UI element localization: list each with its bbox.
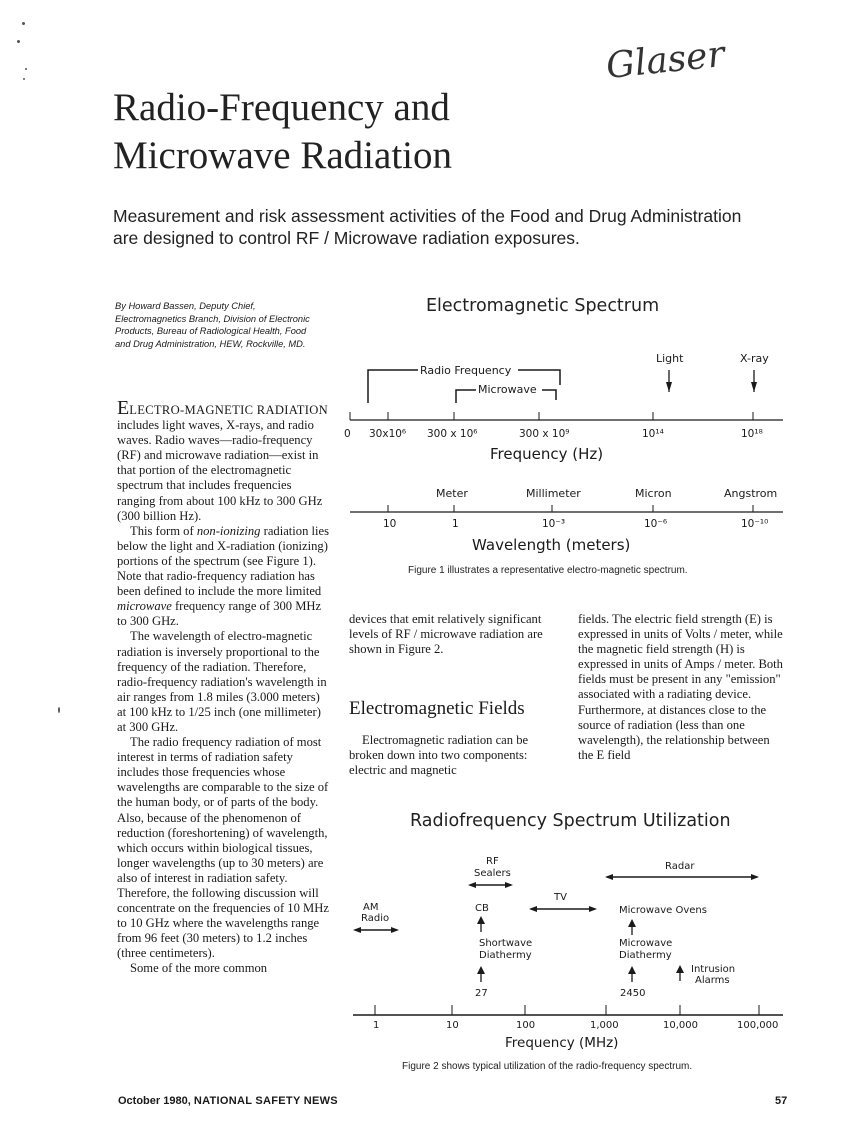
body-column-2-bottom: Electromagnetic radiation can be broken down into two components: electric and magnetic: [349, 733, 529, 778]
article-subtitle: Measurement and risk assessment activities of the Food and Drug Administration are designed to control RF / Microwave radiation exposures.: [113, 206, 742, 248]
mhz-tick-label: 10: [446, 1020, 459, 1031]
footer-dateline: [118, 1095, 338, 1107]
drop-cap: E: [117, 397, 130, 419]
scan-speck: [22, 22, 25, 25]
alarms-label: Alarms: [695, 975, 730, 986]
body-column-2-top: devices that emit relatively significant levels of RF / microwave radiation are shown in Figure 2.: [349, 612, 543, 657]
wavelength-category: Meter: [436, 487, 468, 500]
radio-frequency-label: Radio Frequency: [420, 364, 512, 377]
mhz-tick-label: 1: [373, 1020, 380, 1031]
handwritten-signature: Glaser: [604, 33, 727, 88]
scan-speck: [25, 68, 27, 70]
mhz-axis-label: Frequency (MHz): [505, 1035, 619, 1051]
wavelength-axis-ticks: [388, 505, 753, 512]
page-number: 57: [775, 1095, 788, 1107]
wavelength-axis-label: Wavelength (meters): [472, 536, 631, 554]
wavelength-tick-label: 10⁻³: [542, 518, 566, 530]
figure1-caption: Figure 1 illustrates a representative electro-magnetic spectrum.: [408, 565, 688, 576]
frequency-tick-label: 10¹⁴: [642, 428, 664, 440]
microwave-bracket-right: [542, 390, 556, 400]
frequency-tick-label: 300 x 10⁹: [519, 428, 570, 440]
frequency-tick-label: 30x10⁶: [369, 428, 407, 440]
byline: [115, 300, 315, 350]
wavelength-tick-label: 10⁻⁶: [644, 518, 668, 530]
mhz-tick-label: 100: [516, 1020, 536, 1031]
radio-frequency-bracket-left: [368, 370, 418, 403]
cb-label: CB: [475, 903, 489, 914]
scan-speck: [58, 707, 60, 713]
byline-affiliation: Deputy Chief, Electromagnetics Branch, Division of Electronic Products, Bureau of Radiological Health, Food and Drug Administration, HEW, Rockville, MD.: [115, 301, 310, 349]
frequency-tick-label: 300 x 10⁶: [427, 428, 478, 440]
mw-diathermy-label: Diathermy: [619, 950, 672, 961]
wavelength-tick-label: 10: [383, 518, 397, 530]
frequency-axis-ticks: [350, 412, 753, 420]
mhz-tick-label: 100,000: [737, 1020, 779, 1031]
microwave-label: Microwave: [478, 383, 537, 396]
label-2450: 2450: [620, 988, 646, 999]
radio-label: Radio: [361, 913, 390, 924]
microwave-bracket-left: [456, 390, 476, 403]
paragraph: The radio frequency radiation of most interest in terms of radiation safety includes those frequencies whose wavelengths are comparable to the size of the human body, or of parts of the body. Also, because of the phenomenon of reduction (foreshortening) of wavelength, which occurs within biological tissues, longer wavelengths (up to 30 meters) are also of interest in radiation safety. Therefore, the following discussion will concentrate on the frequencies of 10 MHz to 10 GHz where the wavelengths range from 96 feet (30 meters) to 1.2 inches (three centimeters).: [117, 735, 329, 961]
paragraph-text: radiation lies below the light and X-radiation (ionizing) portions of the spectrum (see Figure 1). Note that radio-frequency radiation has been defined to include the more limited: [117, 523, 330, 599]
mhz-tick-label: 1,000: [590, 1020, 619, 1031]
shortwave-label: Shortwave: [479, 938, 533, 949]
byline-prefix: By: [115, 301, 126, 311]
title-line-2: Microwave Radiation: [113, 134, 452, 177]
byline-author: Howard Bassen,: [128, 301, 197, 311]
rf-label: RF: [486, 856, 499, 867]
wavelength-category: Millimeter: [526, 487, 581, 500]
paragraph-text: frequency range of 300 MHz to 300 GHz.: [117, 599, 322, 629]
paragraph: [117, 524, 331, 630]
emphasis: microwave: [117, 599, 172, 614]
light-label: Light: [656, 352, 684, 365]
body-column-1: [117, 397, 331, 977]
radar-label: Radar: [665, 861, 695, 872]
frequency-axis-label: Frequency (Hz): [490, 445, 604, 463]
body-column-3: fields. The electric field strength (E) is expressed in units of Volts / meter, while the magnetic field strength (H) is expressed in units of Amps / meter. Both fields must be present in any "emission" associated with a radiating device. Furthermore, at distances close to the source of radiation (less than one wavelength), the relationship between the E field: [578, 612, 783, 762]
mhz-tick-label: 10,000: [663, 1020, 698, 1031]
paragraph: Some of the more common: [130, 961, 268, 976]
emphasis: non-ionizing: [196, 523, 261, 538]
footer-publication: NATIONAL SAFETY NEWS: [193, 1095, 338, 1107]
intrusion-label: Intrusion: [691, 964, 736, 975]
shortwave-arrow-head: [477, 966, 485, 974]
figure2-title: Radiofrequency Spectrum Utilization: [410, 811, 731, 831]
intrusion-arrow-head: [676, 965, 684, 973]
article-title: [113, 84, 452, 180]
ovens-arrow-head: [628, 919, 636, 927]
scan-speck: [23, 78, 25, 80]
figure1-spectrum-diagram: [338, 340, 798, 575]
frequency-tick-label: 10¹⁸: [741, 428, 763, 440]
light-arrow-head: [666, 382, 672, 392]
paragraph: The wavelength of electro-magnetic radiation is inversely proportional to the frequency of the radiation. Therefore, radio-frequency radiation's wavelength in air ranges from 1.8 miles (3.000 meters) at 100 kHz to 1/25 inch (one millimeter) at 300 GHz.: [117, 629, 327, 734]
mhz-axis-ticks: [375, 1005, 759, 1015]
xray-label: X-ray: [740, 352, 769, 365]
lead-in: LECTRO-MAGNETIC RADIATION: [129, 403, 329, 417]
mw-diathermy-arrow-head: [628, 966, 636, 974]
wavelength-tick-label: 10⁻¹⁰: [741, 518, 769, 530]
ovens-label: Microwave Ovens: [619, 905, 707, 916]
diathermy-label: Diathermy: [479, 950, 532, 961]
footer-date: October 1980,: [118, 1095, 191, 1107]
label-27: 27: [475, 988, 488, 999]
sealers-label: Sealers: [474, 868, 511, 879]
cb-arrow-head: [477, 916, 485, 924]
title-line-1: Radio-Frequency and: [113, 86, 450, 129]
tv-label: TV: [554, 892, 567, 903]
am-label: AM: [363, 902, 379, 913]
paragraph: [117, 397, 331, 524]
wavelength-category: Micron: [635, 487, 672, 500]
scan-speck: [17, 40, 20, 43]
paragraph-text: This form of: [130, 523, 197, 538]
xray-arrow-head: [751, 382, 757, 392]
figure2-caption: Figure 2 shows typical utilization of the radio-frequency spectrum.: [402, 1061, 693, 1072]
wavelength-tick-label: 1: [452, 518, 459, 530]
figure2-spectrum-diagram: [345, 850, 790, 1060]
paragraph-text: includes light waves, X-rays, and radio waves. Radio waves—radio-frequency (RF) and microwave radiation—exist in that portion of the electromagnetic spectrum that includes frequencies ranging from about 100 kHz to 300 GHz (300 billion Hz).: [117, 418, 323, 523]
figure1-title: Electromagnetic Spectrum: [426, 296, 660, 316]
mw-label: Microwave: [619, 938, 673, 949]
wavelength-category: Angstrom: [724, 487, 778, 500]
section-heading: Electromagnetic Fields: [349, 698, 525, 719]
frequency-tick-label: 0: [344, 428, 351, 440]
